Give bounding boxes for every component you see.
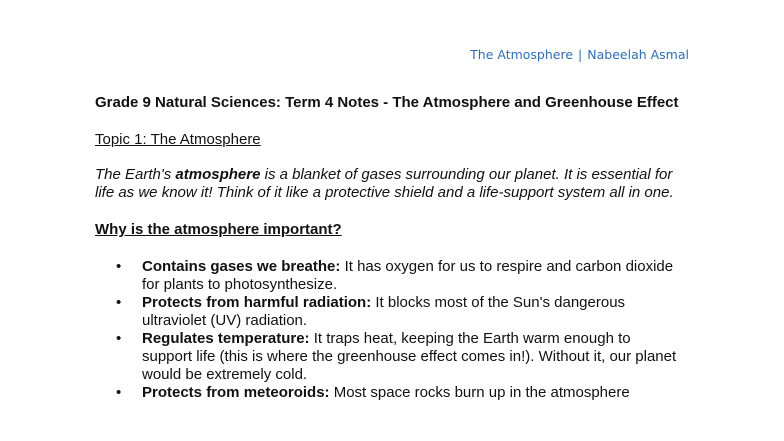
list-item-text: Most space rocks burn up in the atmosphere xyxy=(329,384,630,401)
document-title: Grade 9 Natural Sciences: Term 4 Notes - The Atmosphere and Greenhouse Effect xyxy=(95,94,679,111)
list-item-term: Regulates temperature: xyxy=(142,330,310,347)
document-body xyxy=(95,94,695,402)
intro-text-end: is a blanket of gases surrounding our planet. It is essential for life as we know it! Think of it like a protective shield and a life-support system all in one. xyxy=(95,166,674,201)
list-item xyxy=(95,384,695,402)
list-item-text: It traps heat, keeping the Earth warm enough to support life (this is where the greenhouse effect comes in!). Without it, our planet would be extremely cold. xyxy=(142,330,677,383)
list-item xyxy=(95,330,695,384)
section-heading: Why is the atmosphere important? xyxy=(95,221,342,238)
header-author: Nabeelah Asmal xyxy=(587,47,689,62)
list-item-term: Protects from harmful radiation: xyxy=(142,294,372,311)
bullet-icon: • xyxy=(116,294,122,311)
intro-bold-term: atmosphere xyxy=(175,166,261,183)
topic-heading: Topic 1: The Atmosphere xyxy=(95,131,261,148)
intro-text-start: The Earth's xyxy=(95,166,176,183)
list-item-term: Contains gases we breathe: xyxy=(142,258,341,275)
bullet-icon: • xyxy=(116,330,122,347)
list-item-text: It blocks most of the Sun's dangerous ultraviolet (UV) radiation. xyxy=(142,294,626,329)
page-header xyxy=(470,47,689,62)
intro-paragraph xyxy=(95,166,695,202)
bullet-icon: • xyxy=(116,384,122,401)
header-title: The Atmosphere xyxy=(470,47,574,62)
header-separator: | xyxy=(578,47,583,62)
bullet-icon: • xyxy=(116,258,122,275)
list-item xyxy=(95,294,695,330)
list-item-term: Protects from meteoroids: xyxy=(142,384,330,401)
list-item-text: It has oxygen for us to respire and carbon dioxide for plants to photosynthesize. xyxy=(142,258,674,293)
importance-list xyxy=(95,258,695,402)
list-item xyxy=(95,258,695,294)
